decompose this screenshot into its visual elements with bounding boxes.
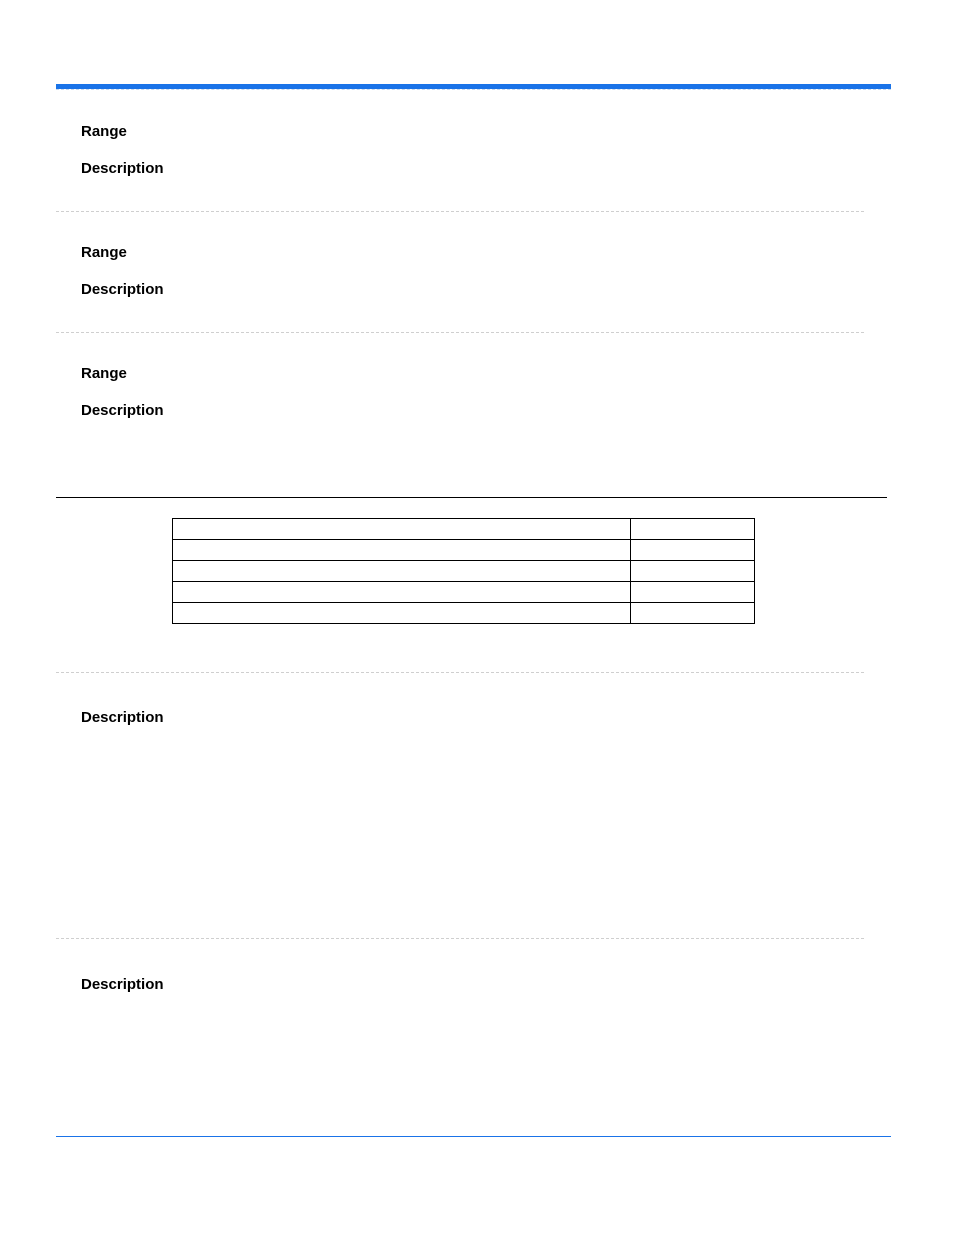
table-cell [173, 582, 631, 603]
table-row [173, 603, 755, 624]
range-label: Range [81, 365, 127, 382]
description-label: Description [81, 281, 164, 298]
description-label: Description [81, 709, 164, 726]
table-cell [631, 582, 755, 603]
table-cell [173, 540, 631, 561]
header-dashed-line [56, 89, 891, 90]
table-cell [173, 603, 631, 624]
table-cell [173, 519, 631, 540]
range-label: Range [81, 123, 127, 140]
description-label: Description [81, 160, 164, 177]
section-divider [56, 938, 864, 939]
description-label: Description [81, 976, 164, 993]
table-cell [631, 603, 755, 624]
section-divider [56, 672, 864, 673]
range-label: Range [81, 244, 127, 261]
data-table [172, 518, 755, 624]
table-row [173, 540, 755, 561]
table-cell [173, 561, 631, 582]
section-divider [56, 332, 864, 333]
table-row [173, 561, 755, 582]
table-row [173, 519, 755, 540]
description-label: Description [81, 402, 164, 419]
table-cell [631, 540, 755, 561]
footer-rule [56, 1136, 891, 1137]
table-cell [631, 561, 755, 582]
heading-rule [56, 497, 887, 498]
table-row [173, 582, 755, 603]
section-divider [56, 211, 864, 212]
table-cell [631, 519, 755, 540]
